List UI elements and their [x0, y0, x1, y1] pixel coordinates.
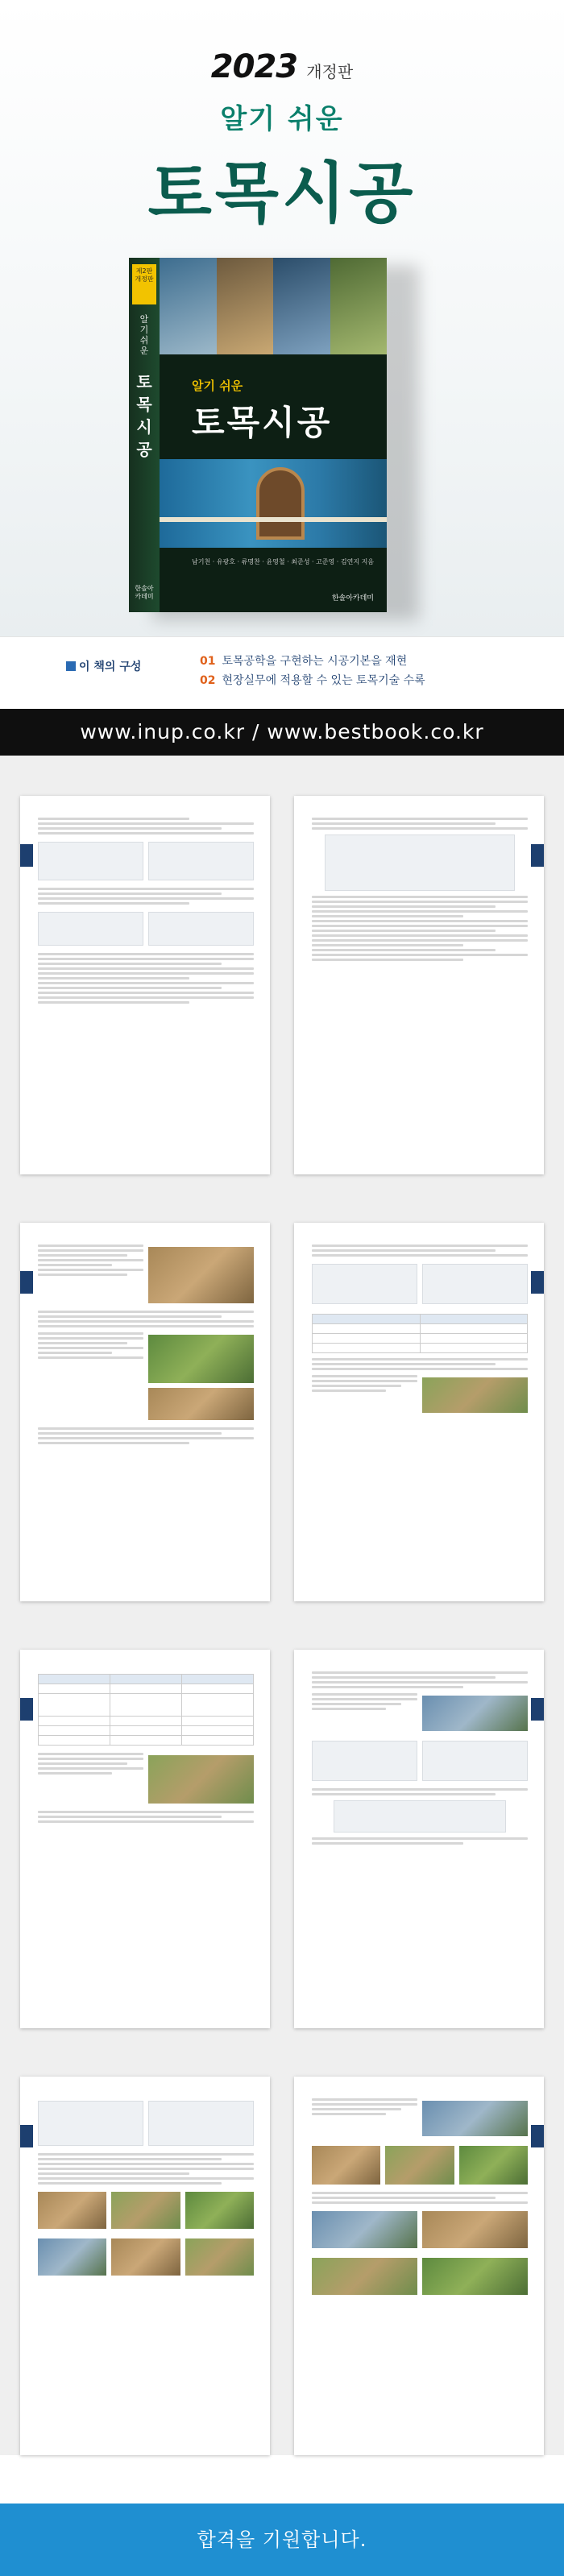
sample-page-right: [294, 1223, 544, 1601]
cover-subtitle: 알기 쉬운: [192, 379, 243, 393]
feature-item: [200, 652, 425, 671]
spine-tag: 제2판 개정판: [132, 264, 156, 304]
sample-page-left: [20, 796, 270, 1174]
page-spread: [20, 2077, 544, 2455]
sample-page-left: [20, 2077, 270, 2455]
features-label: 이 책의 구성: [66, 658, 141, 674]
cover-photo-strip: [160, 258, 387, 354]
book-spine: [129, 258, 160, 612]
book-front-cover: [160, 258, 387, 612]
square-bullet-icon: [66, 661, 76, 671]
sample-table: [312, 1314, 528, 1353]
hero-section: [0, 0, 564, 636]
cover-title: 토목시공: [192, 403, 333, 442]
cover-authors: 남기천 · 유광호 · 류명찬 · 윤영철 · 최준성 · 고준영 · 김연지 지음: [192, 558, 375, 565]
sample-page-right: [294, 796, 544, 1174]
hero-subtitle: 알기 쉬운: [220, 103, 344, 135]
features-section: [0, 636, 564, 709]
sample-pages-section: [0, 756, 564, 2455]
edition-line: [0, 48, 564, 85]
cover-photo-band: [160, 459, 387, 548]
feature-text: 토목공학을 구현하는 시공기본을 재현: [222, 655, 408, 668]
hero-title: 토목시공: [147, 155, 417, 232]
sample-page-left: [20, 1650, 270, 2028]
edition-year: 2023: [210, 48, 298, 85]
edition-label: 개정판: [306, 62, 354, 81]
spine-title: 토목시공: [136, 372, 152, 459]
sample-page-right: [294, 2077, 544, 2455]
feature-item: [200, 671, 425, 690]
features-list: [200, 652, 425, 690]
book-cover-image: [129, 258, 387, 612]
page-spread: [20, 796, 544, 1174]
cover-publisher: 한솔아카데미: [331, 594, 374, 603]
spine-publisher: 한솔아카데미: [135, 585, 154, 600]
page-spread: [20, 1223, 544, 1601]
sample-page-right: [294, 1650, 544, 2028]
website-url-bar[interactable]: www.inup.co.kr / www.bestbook.co.kr: [0, 709, 564, 756]
spine-subtitle: 알기 쉬운: [139, 314, 149, 356]
sample-table: [38, 1674, 254, 1746]
closing-banner: 합격을 기원합니다.: [0, 2504, 564, 2576]
page-spread: [20, 1650, 544, 2028]
feature-number: 02: [200, 674, 216, 687]
feature-text: 현장실무에 적용할 수 있는 토목기술 수록: [222, 674, 425, 687]
feature-number: 01: [200, 655, 216, 668]
sample-page-left: [20, 1223, 270, 1601]
